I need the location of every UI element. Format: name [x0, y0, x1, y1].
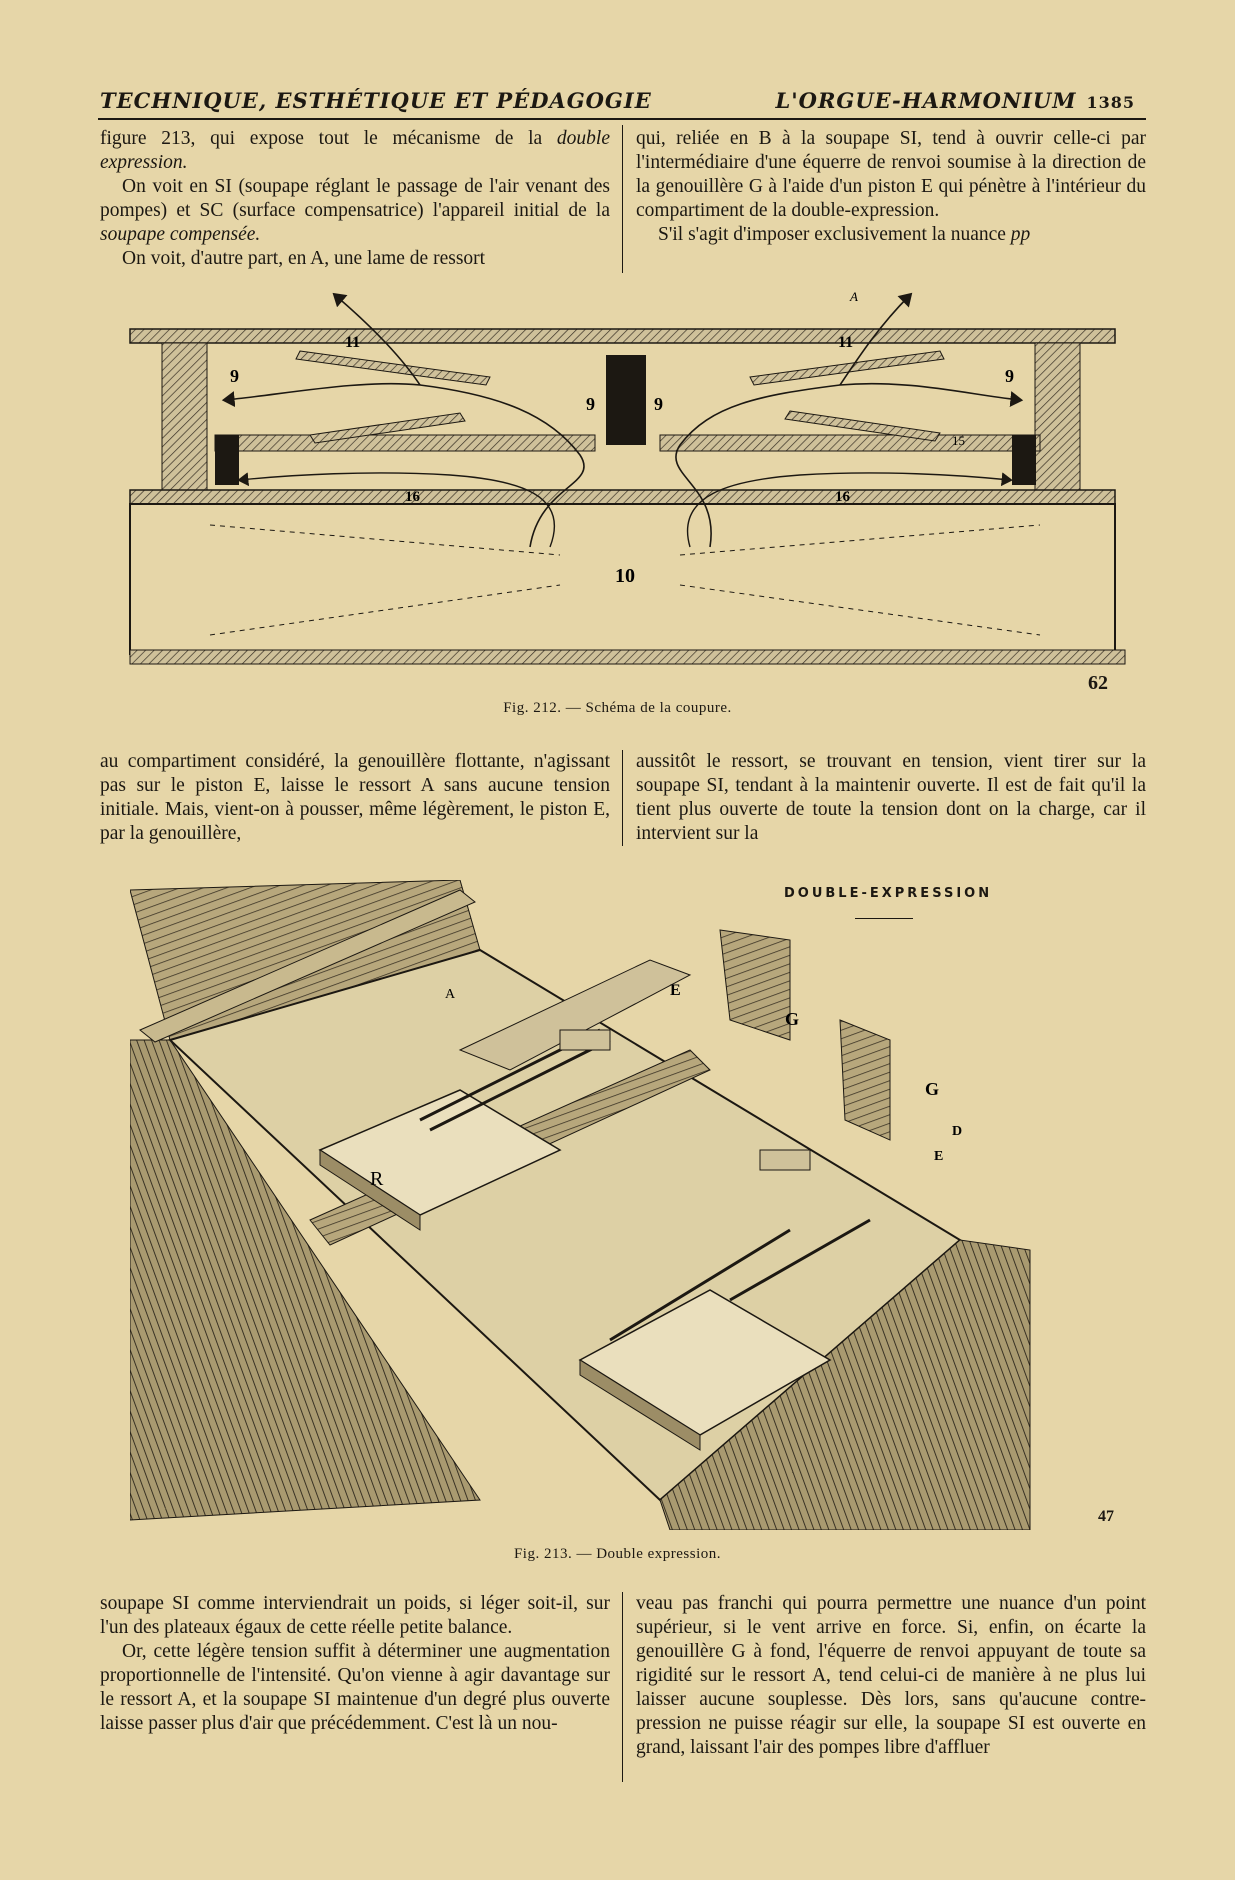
label-9-center-left: 9 — [586, 394, 595, 414]
bottom-left-p2: Or, cette légère tension suffit à déterminer une augmentation proportionnelle de l'intensité. Qu'on vienne à agir davantage sur le ressort A, et la soupape SI maintenue d'un degré plus ouverte laisse passer plus d'air que précédemment. C'est là un nou- — [100, 1641, 610, 1734]
label-9-left: 9 — [230, 366, 239, 386]
column-divider-top — [622, 125, 623, 273]
top-column-right — [636, 127, 1146, 247]
right-wall — [1035, 343, 1080, 493]
label-E-top: E — [670, 982, 681, 999]
label-10: 10 — [615, 565, 635, 587]
label-E-right: E — [934, 1149, 944, 1164]
center-post — [606, 355, 646, 445]
left-upper-flap — [296, 351, 490, 385]
right-shelf-foot — [1012, 435, 1036, 485]
label-11-left: 11 — [345, 334, 361, 351]
figure-213-title-rule — [855, 918, 913, 919]
bottom-board — [130, 650, 1125, 664]
right-upper-flap — [750, 351, 944, 385]
left-shelf — [215, 435, 595, 451]
middle-column-right — [636, 750, 1146, 846]
header-title-right: L'ORGUE-HARMONIUM — [775, 88, 1077, 113]
top-right-p2: S'il s'agit d'imposer exclusivement la nuance — [658, 224, 1011, 245]
bottom-column-left — [100, 1592, 610, 1736]
middle-left-text: au compartiment considéré, la genouillère flottante, n'agissant pas sur le piston E, laisse le ressort A sans aucune tension initiale. Mais, vient-on à pousser, même légèrement, le piston E, par la genouillère, — [100, 751, 610, 844]
label-a: A — [850, 289, 858, 304]
top-left-p1-italic: double expression. — [100, 128, 610, 173]
label-16-right: 16 — [835, 489, 850, 505]
figure-213-caption: Fig. 213. — Double expression. — [513, 1546, 722, 1562]
figure-212-plate-number: 62 — [1088, 672, 1108, 694]
label-A: A — [445, 987, 456, 1002]
label-15: 15 — [952, 433, 965, 448]
label-9-right: 9 — [1005, 366, 1014, 386]
middle-board — [130, 490, 1115, 504]
right-shelf — [660, 435, 1040, 451]
middle-column-left — [100, 750, 610, 846]
top-right-p1: qui, reliée en B à la soupape SI, tend à ouvrir celle-ci par l'intermédiaire d'une équerre de renvoi soumise à la direction de la genouillère G à l'aide d'un piston E qui pénètre à l'intérieur du compartiment de la double-expression. — [636, 128, 1146, 221]
left-wall — [162, 343, 207, 493]
top-left-p1: figure 213, qui expose tout le mécanisme de la — [100, 128, 557, 149]
top-left-p2: On voit en SI (soupape réglant le passage de l'air venant des pompes) et SC (surface compensatrice) l'appareil initial de la — [100, 176, 610, 221]
figure-213-engraving — [130, 880, 1130, 1530]
label-11-right: 11 — [838, 334, 854, 351]
header-rule — [98, 118, 1146, 120]
label-G-top: G — [785, 1009, 800, 1029]
bottom-right-text: veau pas franchi qui pourra permettre une nuance d'un point supérieur, si le vent arrive en force. Si, enfin, on écarte la genouillère G à fond, l'équerre de renvoi appuyant de toute sa rigidité sur le ressort A, tend celui-ci de manière à ne plus lui laisser aucune souplesse. Dès lors, sans qu'aucune contre-pression ne puisse réagir sur elle, la soupape SI est ouverte en grand, laissant l'air des pompes libre d'affluer — [636, 1593, 1146, 1758]
figure-212-caption: Fig. 212. — Schéma de la coupure. — [503, 700, 732, 716]
figure-213-plate-number: 47 — [1098, 1508, 1114, 1525]
top-left-p2-italic: soupape compensée. — [100, 224, 261, 245]
label-r: R — [370, 1168, 384, 1190]
column-divider-bottom — [622, 1592, 623, 1782]
bottom-column-right — [636, 1592, 1146, 1760]
running-header-left: TECHNIQUE, ESTHÉTIQUE ET PÉDAGOGIE — [100, 88, 652, 113]
top-column-left — [100, 127, 610, 271]
bottom-left-p1: soupape SI comme interviendrait un poids, si léger soit-il, sur l'un des plateaux égaux de cette réelle petite balance. — [100, 1593, 610, 1638]
figure-212-schematic — [120, 285, 1130, 685]
figure-213-title: DOUBLE-EXPRESSION — [784, 886, 993, 901]
label-D: D — [952, 1124, 963, 1139]
label-G-right: G — [925, 1079, 940, 1099]
label-9-center-right: 9 — [654, 394, 663, 414]
column-divider-middle — [622, 750, 623, 846]
top-board — [130, 329, 1115, 343]
label-16-left: 16 — [405, 489, 420, 505]
top-right-p2-italic: pp — [1010, 224, 1031, 245]
middle-right-text: aussitôt le ressort, se trouvant en tension, vient tirer sur la soupape SI, tendant à la maintenir ouverte. Il est de fait qu'il la tient plus ouverte de toute la tension dont on la charge, car il intervient sur la — [636, 751, 1146, 844]
top-left-p3: On voit, d'autre part, en A, une lame de ressort — [122, 248, 486, 269]
page-number: 1385 — [1086, 93, 1135, 112]
running-header-right — [775, 88, 1135, 113]
left-shelf-foot — [215, 435, 239, 485]
